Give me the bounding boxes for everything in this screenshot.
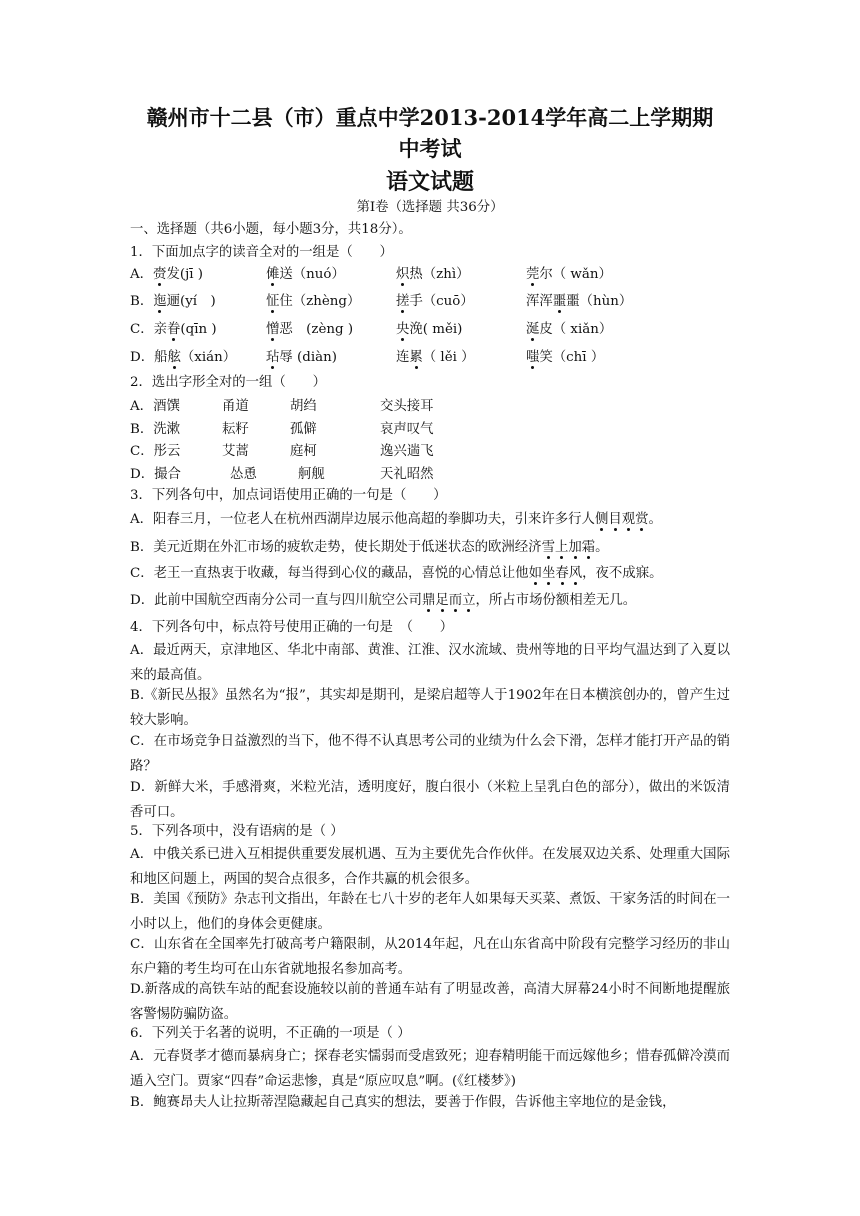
option-label: D．	[130, 467, 155, 482]
dotted-char: 而	[448, 593, 463, 608]
q1-option-b-item	[526, 292, 632, 312]
word-text: 怂恿	[230, 467, 257, 482]
option-text: C．老王一直热衷于收藏，每当得到心仪的藏品，喜悦的心情总让他	[130, 566, 529, 581]
q1-option-c-item	[266, 320, 353, 340]
word-text: 逸兴遄飞	[380, 444, 434, 459]
q2-option-c-word	[380, 442, 434, 462]
option-text: D．此前中国航空西南分公司一直与四川航空公司	[130, 593, 422, 608]
dotted-char: 立	[462, 593, 476, 608]
option-label: D．	[130, 350, 155, 365]
q2-option-d-word	[298, 465, 325, 485]
option-label: B．	[130, 294, 154, 309]
option-text-end: ，夜不成寐。	[582, 566, 663, 581]
word-suffix: 噩（hùn）	[566, 294, 633, 309]
dotted-char: 赍	[153, 267, 167, 282]
word-suffix: 逦(yí )	[166, 294, 216, 309]
q2-option-c-word	[222, 442, 249, 462]
q1-option-c-item	[396, 320, 462, 340]
dotted-char: 眷	[167, 322, 181, 337]
exam-title-line-1: 赣州市十二县（市）重点中学2013-2014学年高二上学期期	[146, 105, 714, 130]
option-text-end: 。	[595, 540, 609, 555]
option-text-end: ，所占市场份额相差无几。	[475, 593, 637, 608]
dotted-char: 霜	[581, 540, 596, 555]
option-text-end: 。	[648, 512, 662, 527]
word-prefix: 浑浑	[526, 294, 553, 309]
dotted-char: 嗤	[526, 350, 540, 365]
q5-stem: 5．下列各项中，没有语病的是（ ）	[130, 824, 344, 839]
option-label: B．	[130, 422, 154, 437]
dotted-char: 莞	[526, 267, 540, 282]
word-text: 酒馔	[153, 399, 180, 414]
word-suffix: 皮（ xiǎn）	[539, 322, 613, 337]
q3-option-b	[130, 538, 609, 558]
q2-option-c-word	[130, 442, 180, 462]
q2-option-b-word	[222, 420, 249, 440]
dotted-char: 目	[608, 512, 622, 527]
word-text: 交头接耳	[380, 399, 434, 414]
dotted-char: 春	[555, 566, 569, 581]
word-suffix: （ lěi ）	[422, 350, 475, 365]
section-header: 第Ⅰ卷（选择题 共36分）	[356, 200, 504, 215]
q2-option-c-word	[290, 442, 317, 462]
dotted-char: 风	[568, 566, 583, 581]
q4-option-c: C．在市场竞争日益激烈的当下，他不得不认真思考公司的业绩为什么会下滑，怎样才能打开产品的销路？	[130, 734, 730, 774]
dotted-char: 足	[435, 593, 449, 608]
q2-option-b-word	[290, 420, 317, 440]
q1-option-a-item	[266, 265, 345, 285]
q4-option-a: A．最近两天，京津地区、华北中南部、黄淮、江淮、汉水流域、贵州等地的日平均气温达到了入夏以来的最高值。	[130, 643, 730, 683]
dotted-char: 噩	[552, 294, 567, 309]
dotted-char: 赏	[635, 512, 649, 527]
dotted-char: 坐	[541, 566, 556, 581]
q1-option-c-item	[526, 320, 612, 340]
q2-option-d-word	[380, 465, 434, 485]
word-text: 舸舰	[298, 467, 325, 482]
option-label: A．	[130, 399, 154, 414]
exam-subject-title: 语文试题	[385, 169, 474, 195]
dotted-char: 涎	[526, 322, 540, 337]
q5-option-b: B．美国《预防》杂志刊文指出，年龄在七八十岁的老年人如果每天买菜、煮饭、干家务活的时间在一小时以上，他们的身体会更健康。	[130, 892, 730, 932]
option-label: A．	[130, 267, 154, 282]
dotted-char: 憎	[266, 322, 280, 337]
q5-option-d: D.新落成的高铁车站的配套设施较以前的普通车站有了明显改善，高清大屏幕24小时不间断地提醒旅客警惕防骗防盗。	[130, 982, 730, 1022]
word-suffix: 送（nuó）	[279, 267, 345, 282]
word-suffix: 浼( měi)	[409, 322, 463, 337]
q6-option-b: B．鲍赛昂夫人让拉斯蒂涅隐藏起自己真实的想法，要善于作假，告诉他主宰地位的是金钱，	[130, 1095, 676, 1110]
word-text: 洗漱	[153, 422, 181, 437]
word-text: 艾蒿	[222, 444, 249, 459]
q2-option-b-word	[130, 420, 180, 440]
word-suffix: 发(jī )	[166, 267, 203, 282]
q1-option-d-item	[130, 348, 236, 368]
option-label: C．	[130, 444, 154, 459]
q1-stem: 1．下面加点字的读音全对的一组是（ ）	[130, 245, 393, 260]
q4-option-b: B.《新民丛报》虽然名为“报”，其实却是期刊，是梁启超等人于1902年在日本横滨创办的，曾产生过较大影响。	[130, 688, 730, 728]
word-suffix: 尔（ wǎn）	[539, 267, 612, 282]
q1-option-d-item	[526, 348, 604, 368]
q1-option-d-item	[396, 348, 475, 368]
dotted-char: 上	[554, 540, 569, 555]
dotted-char: 侧	[594, 512, 609, 527]
word-suffix: 辱 (diàn)	[279, 350, 337, 365]
dotted-char: 累	[409, 350, 423, 365]
exam-title-line-2: 中考试	[398, 136, 462, 161]
dotted-char: 迤	[153, 294, 167, 309]
dotted-char: 加	[568, 540, 582, 555]
word-suffix: 笑（chī ）	[539, 350, 605, 365]
q1-option-c-item	[130, 320, 217, 340]
q3-stem: 3．下列各句中，加点词语使用正确的一句是（ ）	[130, 488, 447, 503]
q1-option-a-item	[130, 265, 203, 285]
q2-option-a-word	[222, 397, 249, 417]
word-text: 撮合	[154, 467, 181, 482]
word-prefix: 亲	[153, 322, 168, 337]
option-label: C．	[130, 322, 154, 337]
dotted-char: 舷	[167, 350, 181, 365]
q2-option-a-word	[130, 397, 180, 417]
dotted-char: 傩	[266, 267, 280, 282]
dotted-char: 雪	[541, 540, 555, 555]
dotted-char: 观	[621, 512, 636, 527]
word-text: 彤云	[153, 444, 181, 459]
word-text: 孤僻	[290, 422, 317, 437]
q1-option-b-item	[396, 292, 474, 312]
q2-option-a-word	[290, 397, 317, 417]
word-text: 庭柯	[290, 444, 317, 459]
q5-option-a: A．中俄关系已进入互相提供重要发展机遇、互为主要优先合作伙伴。在发展双边关系、处理重大国际和地区问题上，两国的契合点很多，合作共赢的机会很多。	[130, 847, 730, 887]
dotted-char: 如	[528, 566, 542, 581]
word-suffix: （xián）	[180, 350, 237, 365]
word-suffix: 恶 (zèng )	[279, 322, 354, 337]
option-text: B．美元近期在外汇市场的疲软走势，使长期处于低迷状态的欧洲经济	[130, 540, 542, 555]
word-suffix: 手（cuō）	[409, 294, 474, 309]
dotted-char: 鼎	[421, 593, 436, 608]
dotted-char: 搓	[396, 294, 410, 309]
q2-option-b-word	[380, 420, 434, 440]
word-prefix: 船	[154, 350, 168, 365]
q4-option-d: D．新鲜大米，手感滑爽，米粒光洁，透明度好，腹白很小（米粒上呈乳白色的部分），做出的米饭清香可口。	[130, 780, 730, 820]
q5-option-c: C．山东省在全国率先打破高考户籍限制，从2014年起，凡在山东省高中阶段有完整学习经历的非山东户籍的考生均可在山东省就地报名参加高考。	[130, 937, 730, 977]
dotted-char: 怔	[266, 294, 280, 309]
word-text: 耘籽	[222, 422, 249, 437]
q2-option-d-word	[130, 465, 181, 485]
q2-stem: 2．选出字形全对的一组（ ）	[130, 375, 326, 390]
word-text: 哀声叹气	[380, 422, 434, 437]
q1-option-a-item	[526, 265, 612, 285]
part-one-heading: 一、选择题（共6小题，每小题3分，共18分）。	[130, 222, 412, 237]
q1-option-b-item	[266, 292, 360, 312]
word-suffix: (qīn )	[180, 322, 217, 337]
dotted-char: 炽	[396, 267, 410, 282]
word-prefix: 连	[396, 350, 410, 365]
q1-option-d-item	[266, 348, 337, 368]
word-text: 甬道	[222, 399, 249, 414]
q2-option-d-word	[230, 465, 257, 485]
word-suffix: 住（zhèng）	[279, 294, 361, 309]
dotted-char: 玷	[266, 350, 280, 365]
q4-stem: 4．下列各句中，标点符号使用正确的一句是 （ ）	[130, 620, 454, 635]
q3-option-a	[130, 510, 662, 530]
q3-option-c	[130, 564, 662, 584]
dotted-char: 央	[396, 322, 410, 337]
q6-stem: 6．下列关于名著的说明，不正确的一项是（ ）	[130, 1026, 411, 1041]
word-text: 胡绉	[290, 399, 317, 414]
option-text: A．阳春三月，一位老人在杭州西湖岸边展示他高超的拳脚功夫，引来许多行人	[130, 512, 595, 527]
q2-option-a-word	[380, 397, 434, 417]
q3-option-d	[130, 591, 636, 611]
q6-option-a: A．元春贤孝才德而暴病身亡；探春老实懦弱而受虐致死；迎春精明能干而远嫁他乡；惜春孤僻冷漠而遁入空门。贾家“四春”命运悲惨，真是“原应叹息”啊。(《红楼梦》)	[130, 1049, 730, 1089]
q1-option-b-item	[130, 292, 216, 312]
word-suffix: 热（zhì）	[409, 267, 470, 282]
q1-option-a-item	[396, 265, 470, 285]
word-text: 天礼昭然	[380, 467, 434, 482]
